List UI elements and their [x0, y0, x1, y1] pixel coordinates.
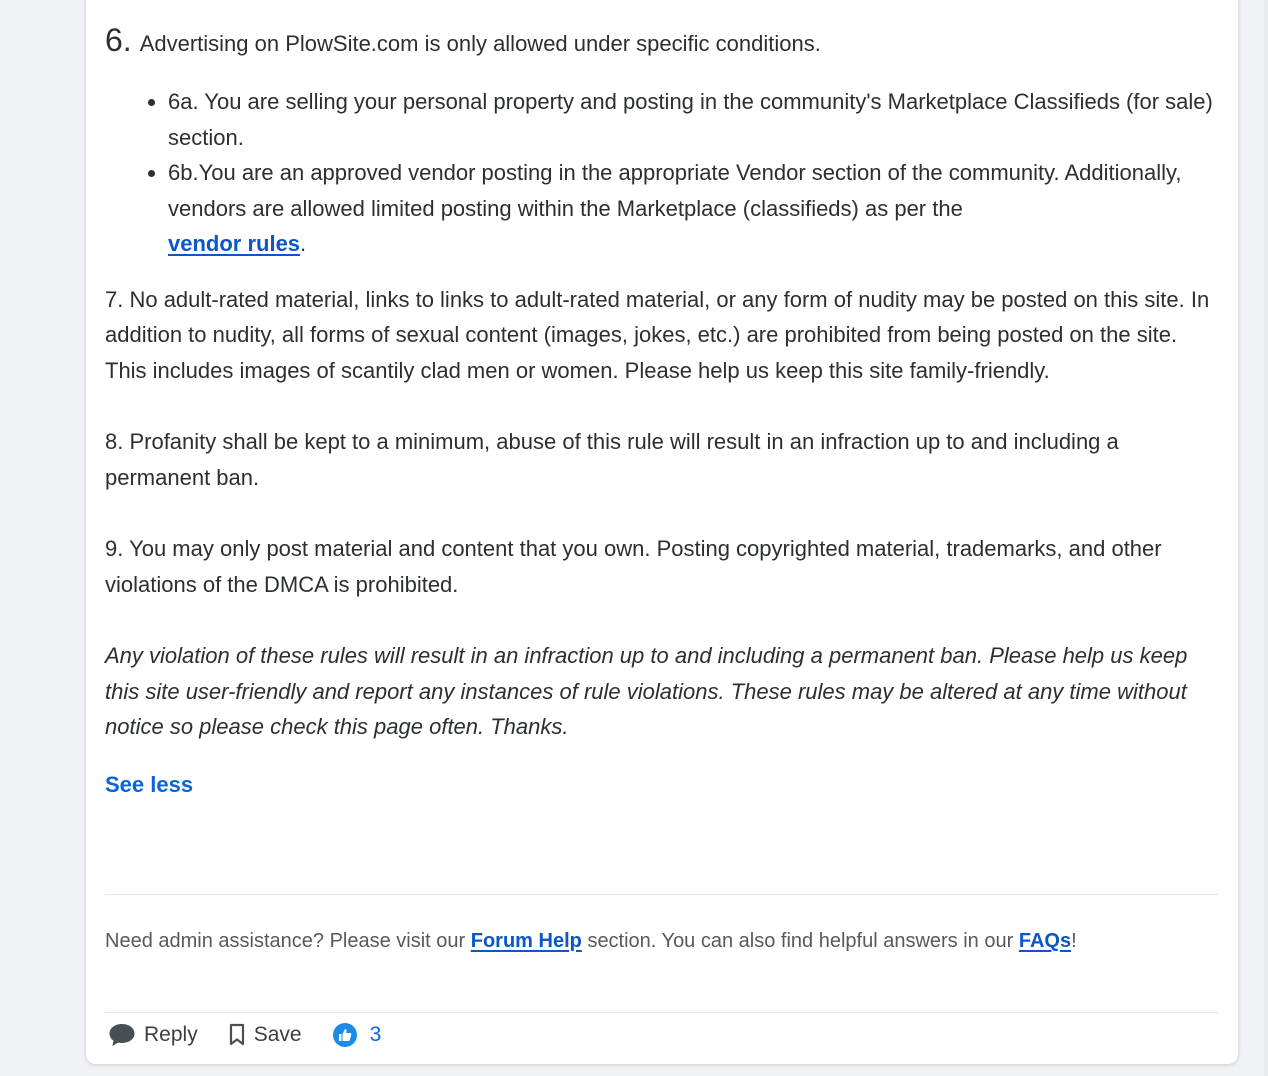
rule-6	[105, 20, 1221, 64]
forum-help-link[interactable]: Forum Help	[470, 930, 582, 952]
rule-6-sublist	[105, 84, 1221, 262]
rule-6a	[168, 84, 1221, 155]
reply-label: Reply	[144, 1023, 198, 1046]
admin-help-text	[105, 926, 1077, 956]
vendor-rules-link[interactable]: vendor rules	[168, 231, 301, 256]
reply-button[interactable]	[108, 1022, 198, 1048]
divider-bottom	[105, 1012, 1219, 1013]
help-middle: section. You can also find helpful answers in our	[587, 930, 1014, 952]
like-count: 3	[369, 1023, 382, 1046]
post-content	[105, 20, 1221, 802]
rule-6b	[168, 155, 1221, 262]
rule-8: 8. Profanity shall be kept to a minimum, abuse of this rule will result in an infraction up to and including a permanent ban.	[105, 429, 1119, 490]
speech-bubble-icon	[108, 1022, 136, 1048]
rule-6b-end: .	[300, 231, 307, 256]
rule-6b-text: 6b.You are an approved vendor posting in the appropriate Vendor section of the community. Additionally, vendors are allowed limited posting within the Marketplace (classifieds) as per the	[168, 160, 1182, 221]
rule-6-number: 6.	[105, 22, 132, 58]
page-right-edge	[1264, 0, 1268, 1076]
bookmark-icon	[228, 1023, 246, 1047]
rule-9: 9. You may only post material and content that you own. Posting copyrighted material, trademarks, and other violations of the DMCA is prohibited.	[105, 536, 1162, 597]
see-less-button[interactable]: See less	[105, 771, 194, 797]
rule-7: 7. No adult-rated material, links to links to adult-rated material, or any form of nudity may be posted on this site. In addition to nudity, all forms of sexual content (images, jokes, etc.) are prohibited from being posted on the site. This includes images of scantily clad men or women. Please help us keep this site family-friendly.	[105, 286, 1210, 383]
faqs-link[interactable]: FAQs	[1018, 930, 1072, 952]
save-button[interactable]	[228, 1023, 302, 1047]
like-button[interactable]	[332, 1022, 382, 1048]
rule-6-text: Advertising on PlowSite.com is only allowed under specific conditions.	[139, 31, 821, 56]
post-actions	[108, 1022, 411, 1048]
save-label: Save	[253, 1023, 302, 1046]
thumbs-up-icon	[332, 1022, 358, 1048]
help-suffix: !	[1071, 930, 1077, 952]
rule-6a-text: 6a. You are selling your personal property and posting in the community's Marketplace Classifieds (for sale) section.	[168, 89, 1213, 150]
closing-note: Any violation of these rules will result in an infraction up to and including a permanent ban. Please help us keep this site user-friendly and report any instances of rule violations. These rules may be altered at any time without notice so please check this page often. Thanks.	[105, 643, 1188, 739]
post-card	[86, 0, 1238, 1064]
divider-top	[105, 894, 1219, 895]
help-prefix: Need admin assistance? Please visit our	[105, 930, 466, 952]
